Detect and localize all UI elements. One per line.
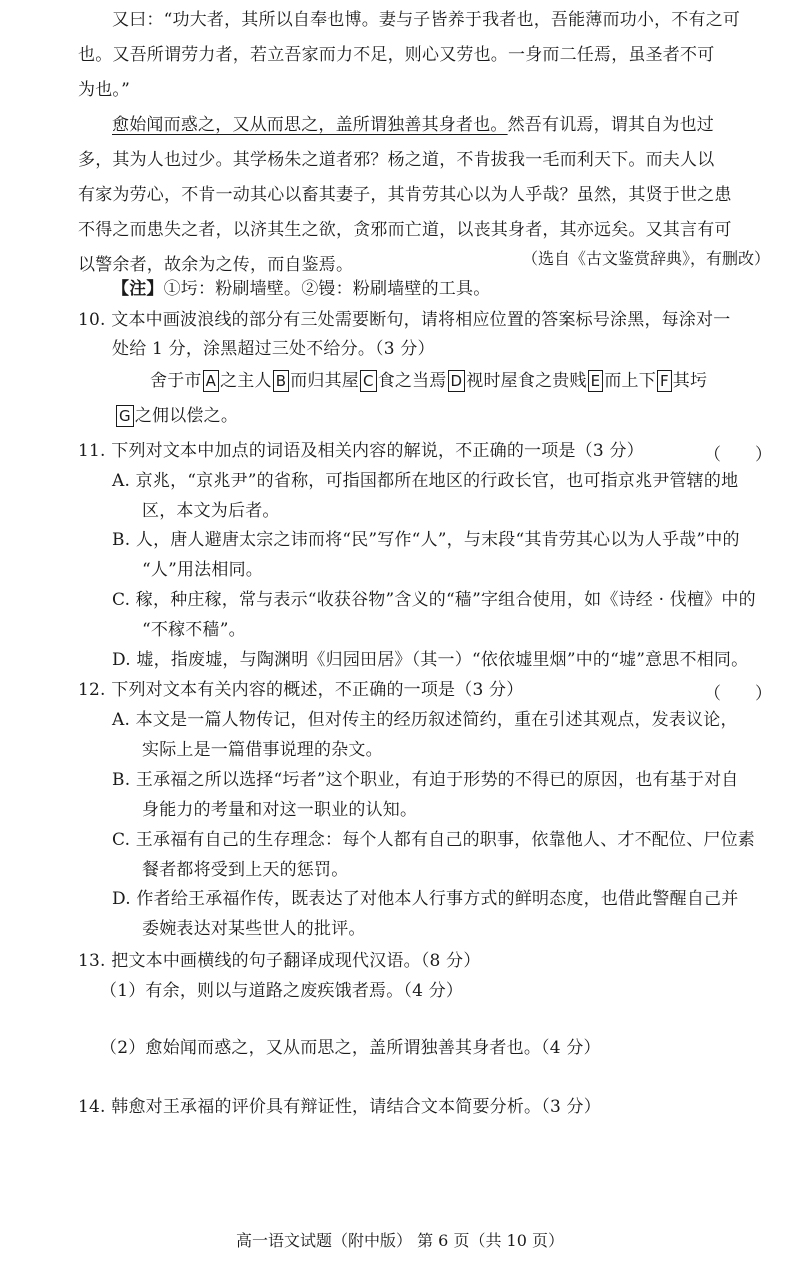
segment-text: 其圬 [672,371,708,391]
question-14-stem: 14. 韩愈对王承福的评价具有辩证性，请结合文本简要分析。（3 分） [78,1097,601,1117]
passage-line: 以警余者，故余为之传，而自鉴焉。 [78,255,354,275]
translation-item-1: （1）有余，则以与道路之废疾饿者焉。（4 分） [100,981,464,1001]
segment-text: 而上下 [604,371,656,391]
option-b-cont: 身能力的考量和对这一职业的认知。 [142,800,418,820]
answer-box-A[interactable]: A [203,370,219,392]
note-text: ①圬：粉刷墙壁。②镘：粉刷墙壁的工具。 [163,279,491,299]
option-b-cont: “人”用法相同。 [142,560,263,580]
passage-text: 然吾有讥焉，谓其自为也过 [507,115,715,135]
answer-box-C[interactable]: C [360,370,377,392]
underlined-sentence: 愈始闻而惑之，又从而思之，盖所谓独善其身者也。 [112,115,508,135]
answer-box-G[interactable]: G [116,405,134,427]
answer-box-F[interactable]: F [657,370,672,392]
question-12-stem: 12. 下列对文本有关内容的概述，不正确的一项是（3 分） [78,680,524,700]
answer-box-D[interactable]: D [448,370,466,392]
answer-box-E[interactable]: E [588,370,604,392]
option-a-cont: 实际上是一篇借事说理的杂文。 [142,740,383,760]
question-11-stem: 11. 下列对文本中加点的词语及相关内容的解说，不正确的一项是（3 分） [78,441,644,461]
segment-text: 食之当焉 [377,371,447,391]
option-b: B. 人，唐人避唐太宗之讳而将“民”写作“人”，与末段“其肯劳其心以为人乎哉”中的 [112,530,740,550]
passage-line: 也。又吾所谓劳力者，若立吾家而力不足，则心又劳也。一身而二任焉，虽圣者不可 [78,45,715,65]
option-a: A. 本文是一篇人物传记，但对传主的经历叙述简约，重在引述其观点，发表议论， [112,710,738,730]
option-d: D. 作者给王承福作传，既表达了对他本人行事方式的鲜明态度，也借此警醒自己并 [112,889,739,909]
option-d-cont: 委婉表达对某些世人的批评。 [142,919,366,939]
option-a: A. 京兆，“京兆尹”的省称，可指国都所在地区的行政长官，也可指京兆尹管辖的地 [112,471,739,491]
option-c-cont: “不稼不穑”。 [142,620,246,640]
option-d: D. 墟，指废墟，与陶渊明《归园田居》（其一）“依依墟里烟”中的“墟”意思不相同。 [112,650,749,670]
passage-line: 为也。” [78,80,130,100]
annotation-note [112,274,490,304]
source-citation: （选自《古文鉴赏辞典》，有删改） [521,249,770,268]
passage-line: 又曰：“功大者，其所以自奉也博。妻与子皆养于我者也，吾能薄而功小，不有之可 [112,10,741,30]
passage-line: 不得之而患失之者，以济其生之欲，贪邪而亡道，以丧其身者，其亦远矣。又其言有可 [78,220,732,240]
translation-item-2: （2）愈始闻而惑之，又从而思之，盖所谓独善其身者也。（4 分） [100,1038,601,1058]
question-13-stem: 13. 把文本中画横线的句子翻译成现代汉语。（8 分） [78,951,481,971]
option-a-cont: 区，本文为后者。 [142,501,280,521]
segment-text: 之主人 [220,371,272,391]
question-10-stem: 10. 文本中画波浪线的部分有三处需要断句，请将相应位置的答案标号涂黑，每涂对一 [78,310,731,330]
passage-line: 多，其为人也过少。其学杨朱之道者邪？杨之道，不肯拔我一毛而利天下。而夫人以 [78,150,715,170]
question-10-stem: 处给 1 分，涂黑超过三处不给分。（3 分） [112,339,435,359]
answer-box-B[interactable]: B [273,370,290,392]
answer-blank[interactable]: （ ） [704,445,772,465]
segment-text: 之佣以偿之。 [134,406,239,426]
segment-text: 而归其屋 [290,371,359,391]
passage-line: 有家为劳心，不肯一动其心以畜其妻子，其肯劳其心以为人乎哉？虽然，其贤于世之患 [78,185,732,205]
punctuation-line [150,366,707,396]
segment-text: 舍于市 [150,371,202,391]
note-heading: 【注】 [112,279,164,299]
option-c: C. 稼，种庄稼，常与表示“收获谷物”含义的“穑”字组合使用，如《诗经 · 伐檀》中的 [112,590,756,610]
punctuation-line [115,401,238,431]
option-c-cont: 餐者都将受到上天的惩罚。 [142,860,349,880]
option-b: B. 王承福之所以选择“圬者”这个职业，有迫于形势的不得已的原因，也有基于对自 [112,770,739,790]
page-footer: 高一语文试题（附中版） 第 6 页（共 10 页） [236,1231,564,1250]
answer-blank[interactable]: （ ） [704,684,772,704]
option-c: C. 王承福有自己的生存理念：每个人都有自己的职事，依靠他人、才不配位、尸位素 [112,830,756,850]
passage-line [112,110,714,140]
segment-text: 视时屋食之贵贱 [466,371,587,391]
